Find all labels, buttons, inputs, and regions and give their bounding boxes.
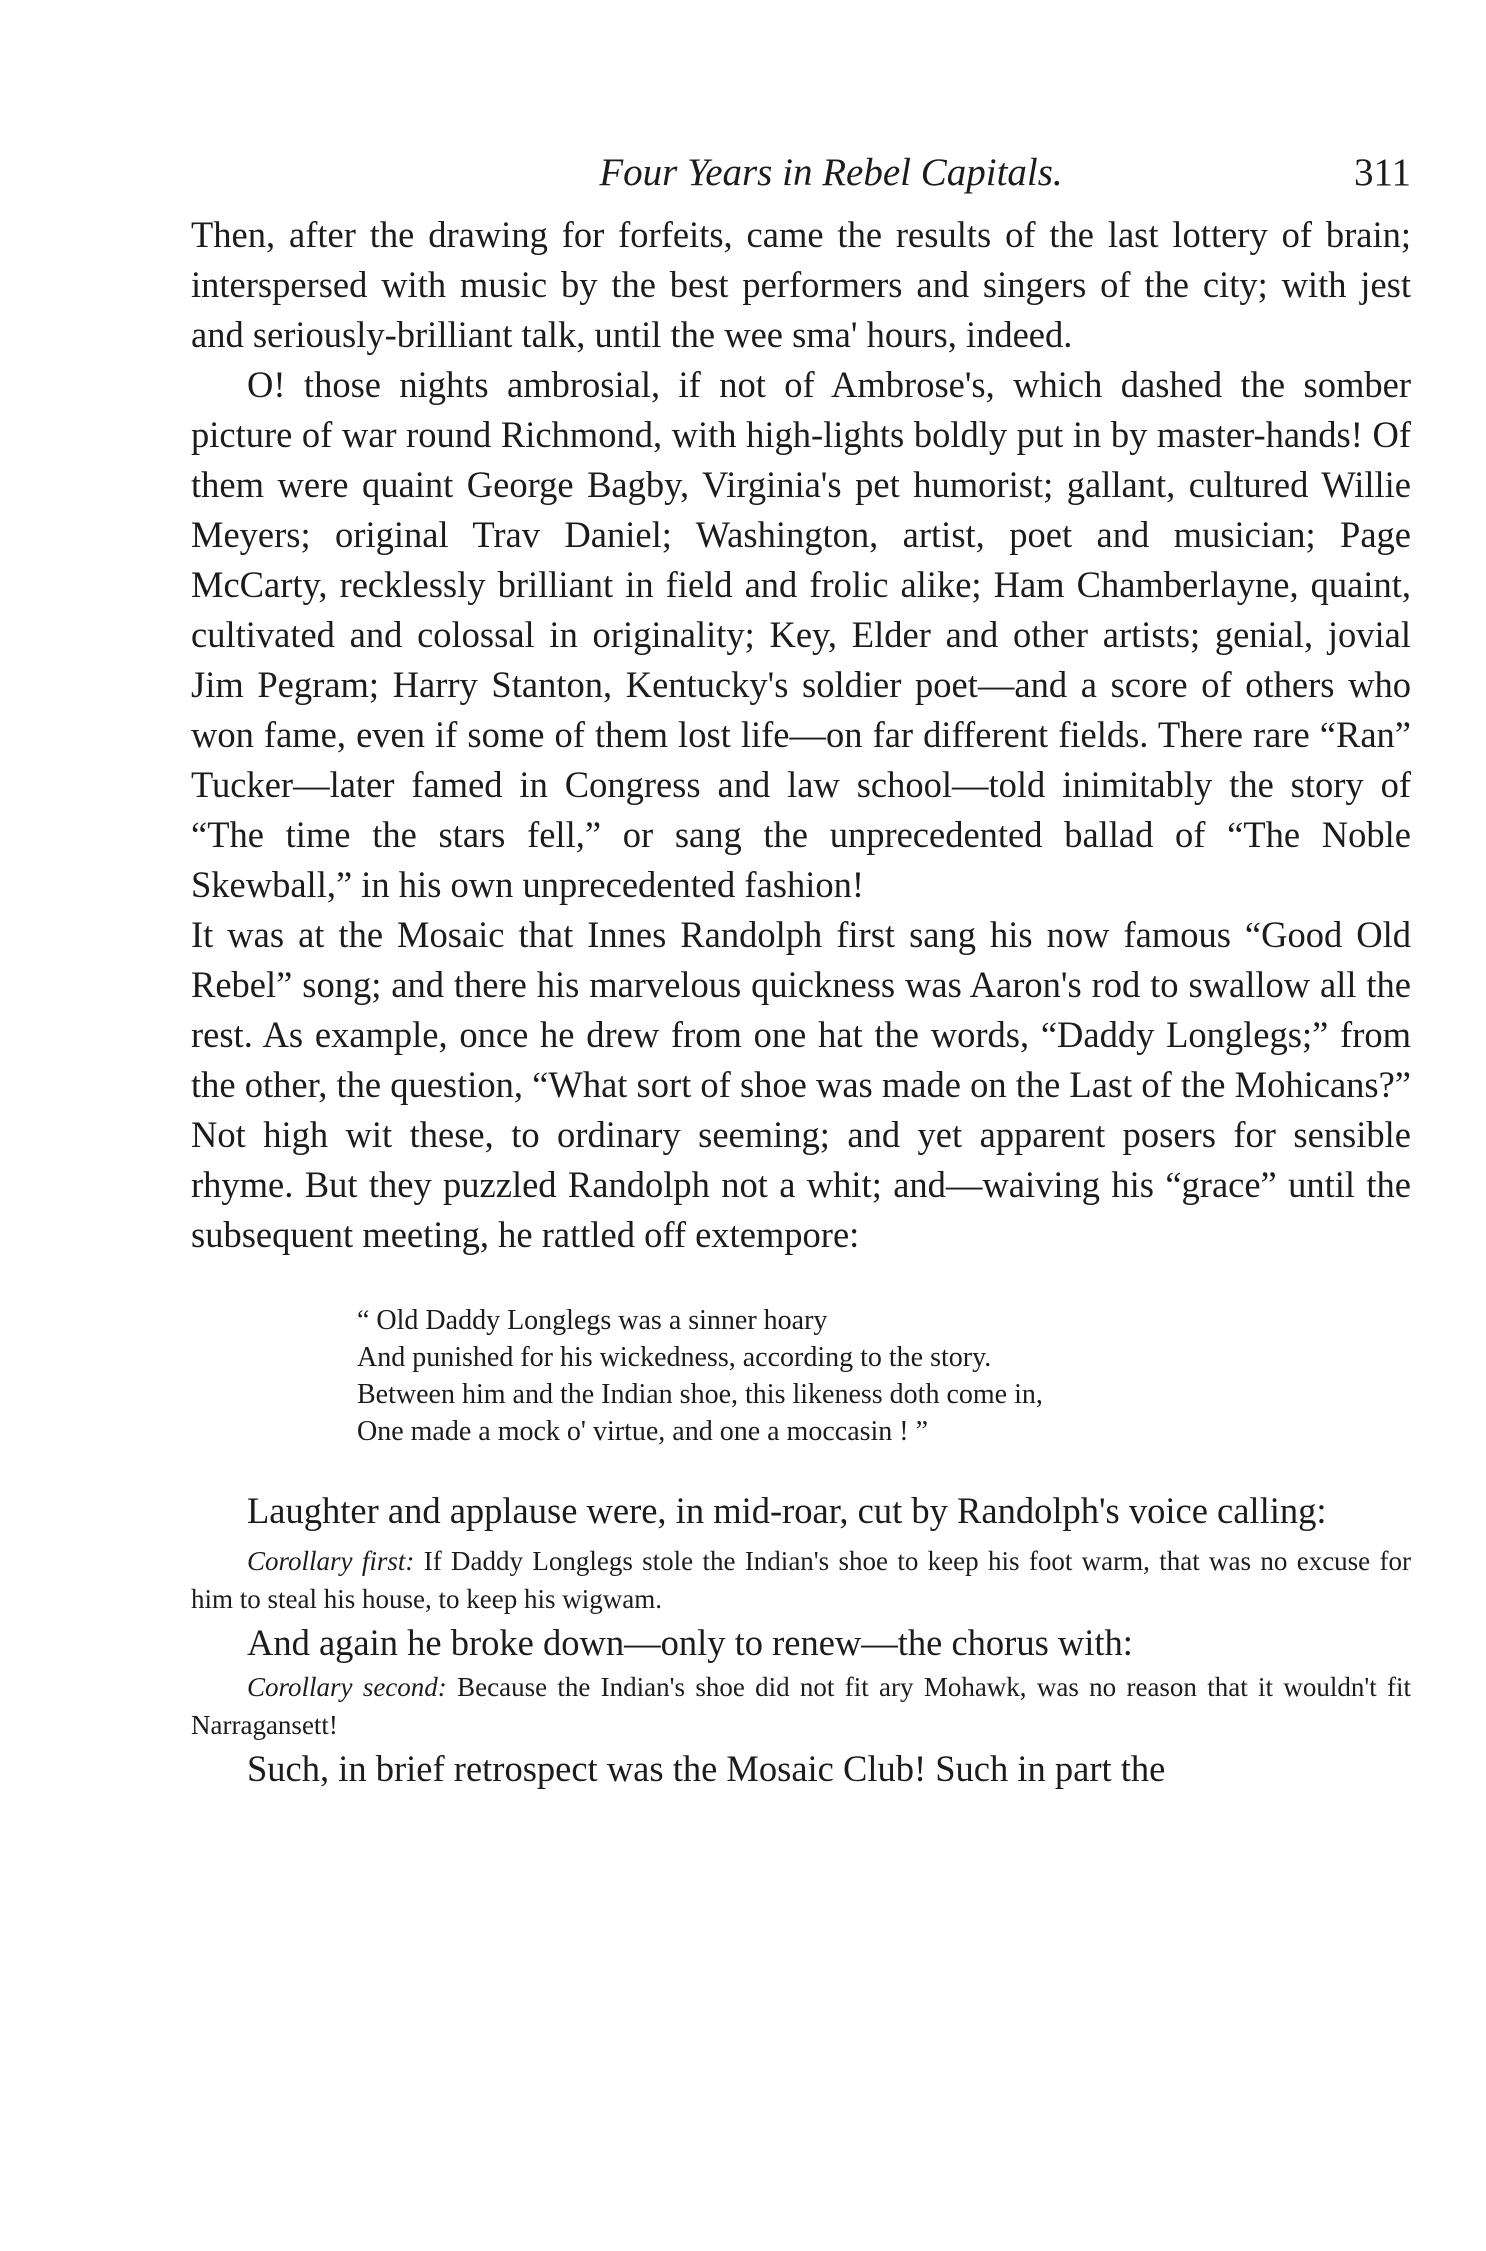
body-text <box>191 210 1411 1794</box>
running-title: Four Years in Rebel Capitals. <box>599 151 1063 194</box>
verse-line: “ Old Daddy Longlegs was a sinner hoary <box>357 1305 828 1336</box>
corollary-first-text: If Daddy Longlegs stole the Indian's shoe to keep his foot warm, that was no excuse for him to steal his house, to keep his wigwam. <box>191 1546 1411 1614</box>
paragraph-again: And again he broke down—only to renew—the chorus with: <box>247 1622 1133 1663</box>
corollary-second <box>191 1668 1411 1744</box>
verse-line: And punished for his wickedness, according to the story. <box>357 1342 992 1373</box>
corollary-second-text: Because the Indian's shoe did not fit ary Mohawk, was no reason that it wouldn't fit Narragansett! <box>191 1672 1412 1740</box>
corollary-first-lead: Corollary first: <box>247 1546 415 1576</box>
page-number: 311 <box>1353 151 1411 194</box>
corollary-first <box>191 1542 1411 1618</box>
paragraph-nights-ambrosial: O! those nights ambrosial, if not of Ambrose's, which dashed the somber picture of war round Richmond, with high-lights boldly put in by master-hands! Of them were quaint George Bagby, Virginia's pet humorist; gallant, cultured Willie Meyers; original Trav Daniel; Washington, artist, poet and musician; Page McCarty, recklessly brilliant in field and frolic alike; Ham Chamberlayne, quaint, cultivated and colossal in originality; Key, Elder and other artists; genial, jovial Jim Pegram; Harry Stanton, Kentucky's soldier poet—and a score of others who won fame, even if some of them lost life—on far different fields. There rare “Ran” Tucker—later famed in Congress and law school—told inimitably the story of “The time the stars fell,” or sang the unprecedented ballad of “The Noble Skewball,” in his own unprecedented fashion! <box>191 364 1411 905</box>
page-header <box>191 150 1411 210</box>
book-page <box>191 150 1411 1794</box>
verse-block <box>357 1302 1411 1450</box>
verse-line: Between him and the Indian shoe, this likeness doth come in, <box>357 1379 1043 1410</box>
paragraph-mosaic-randolph: It was at the Mosaic that Innes Randolph first sang his now famous “Good Old Rebel” song; and there his marvelous quickness was Aaron's rod to swallow all the rest. As example, once he drew from one hat the words, “Daddy Longlegs;” from the other, the question, “What sort of shoe was made on the Last of the Mohicans?” Not high wit these, to ordinary seeming; and yet apparent posers for sensible rhyme. But they puzzled Randolph not a whit; and—waiving his “grace” until the subsequent meeting, he rattled off extempore: <box>191 914 1411 1255</box>
paragraph-closing: Such, in brief retrospect was the Mosaic Club! Such in part the <box>247 1748 1166 1789</box>
paragraph-laughter: Laughter and applause were, in mid-roar, cut by Randolph's voice calling: <box>247 1490 1327 1531</box>
paragraph-forfeits: Then, after the drawing for forfeits, came the results of the last lottery of brain; interspersed with music by the best performers and singers of the city; with jest and seriously-brilliant talk, until the wee sma' hours, indeed. <box>191 214 1411 355</box>
verse-line: One made a mock o' virtue, and one a moccasin ! ” <box>357 1416 929 1447</box>
corollary-second-lead: Corollary second: <box>247 1672 447 1702</box>
